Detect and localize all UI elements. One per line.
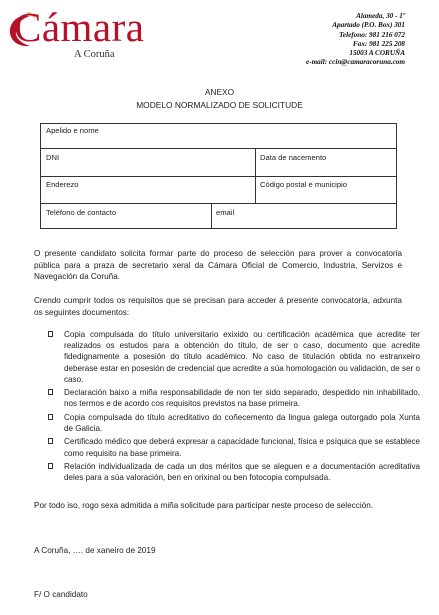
table-divider <box>41 176 396 177</box>
field-phone[interactable]: Teléfono de contacto <box>46 208 117 217</box>
annex-title: ANEXO <box>204 87 235 97</box>
list-item <box>34 329 420 385</box>
list-item <box>34 436 420 458</box>
document-text: Copia compulsada do título acreditativo do coñecemento da lingua galega outorgado pola Xunta de Galicia. <box>64 412 420 433</box>
checkbox-icon <box>48 463 53 469</box>
list-item <box>34 461 420 483</box>
field-address[interactable]: Enderezo <box>46 180 79 189</box>
signature-line: F/ O candidato <box>34 590 88 599</box>
closing-paragraph: Por todo iso, rogo sexa admitida a miña solicitude para participar neste proceso de selección. <box>34 501 374 510</box>
contact-address-block <box>306 12 405 68</box>
document-text: Copia compulsada do título universitario exixido ou certificación académica que acredite ter realizados os estudos para a obtención do título, de ser o caso, documento que acredite fidedignamente a posesión do título académico. No caso de titulación obtida no estranxeiro deberase estar en posesión de credencial que acredite a súa homologación ou validación, de ser o caso. <box>64 330 420 384</box>
address-street: Alameda, 30 - 1º <box>356 12 405 20</box>
field-birth-date[interactable]: Data de nacemento <box>260 153 327 162</box>
documents-list <box>34 329 420 486</box>
checkbox-icon <box>48 389 53 395</box>
address-email: e-mail: ccin@camaracoruna.com <box>305 58 405 67</box>
address-phone: Telefono: 981 216 072 <box>339 30 405 39</box>
table-divider <box>211 203 212 229</box>
table-divider <box>41 203 396 204</box>
field-dni[interactable]: DNI <box>46 153 60 162</box>
field-surname-name[interactable]: Apelido e nome <box>46 126 99 135</box>
annex-subtitle: MODELO NORMALIZADO DE SOLICITUDE <box>136 100 303 110</box>
list-item <box>34 412 420 434</box>
document-text: Declaración baixo a miña responsabilidade de non ter sido separado, despedido nin inhabilitado, nos termos e de acordo cos requisitos previstos na base primeira. <box>64 388 420 409</box>
field-postal-municipality[interactable]: Código postal e municipio <box>260 180 347 189</box>
logo-city: A Coruña <box>74 49 115 60</box>
address-po-box: Apartado (P.O. Box) 301 <box>332 21 405 30</box>
table-divider <box>41 148 396 149</box>
table-divider <box>255 148 256 203</box>
chamber-logo <box>8 6 178 62</box>
checkbox-icon <box>48 331 53 337</box>
checkbox-icon <box>48 414 53 420</box>
address-fax: Fax: 981 225 208 <box>352 39 405 48</box>
document-text: Certificado médico que deberá expresar a capacidade funcional, física e psíquica que se establece como requisito na base primeira. <box>64 437 420 458</box>
place-date: A Coruña, …. de xaneiro de 2019 <box>34 546 156 555</box>
list-item <box>34 387 420 409</box>
logo-wordmark: Cámara <box>14 4 145 50</box>
requirements-paragraph: Crendo cumprir todos os requisitos que se precisan para acceder á presente convocatoria, adxunta os seguintes documentos: <box>34 296 402 317</box>
document-text: Relación individualizada de cada un dos méritos que se aleguen e a documentación acreditativa deles para a súa valoración, ben en orixinal ou ben fotocopia compulsada. <box>64 461 420 483</box>
applicant-form-table <box>40 123 397 229</box>
field-email[interactable]: email <box>216 208 235 217</box>
intro-paragraph: O presente candidato solicita formar parte do proceso de selección para prover a convocatoria pública para a praza de secretario xeral da Cámara Oficial de Comercio, Industria, Servizos e Navegación da Coruña. <box>34 249 402 281</box>
checkbox-icon <box>48 438 53 444</box>
address-postcode: 15003 A CORUÑA <box>349 49 405 58</box>
